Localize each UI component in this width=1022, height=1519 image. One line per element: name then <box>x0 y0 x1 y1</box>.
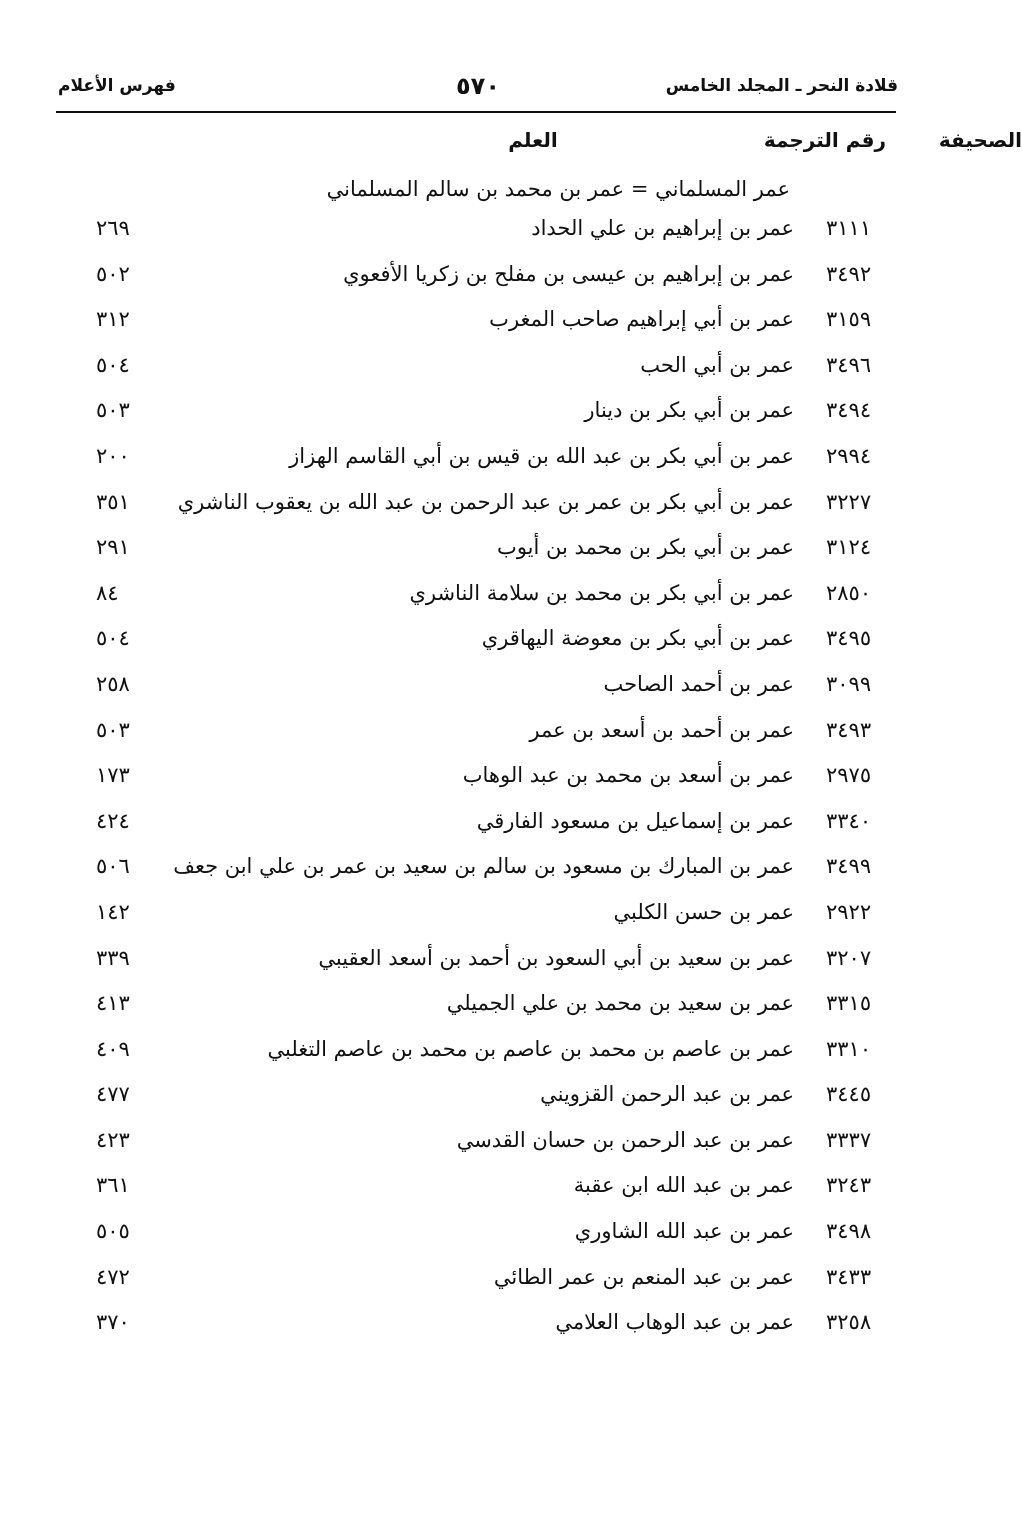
entry-page: ٢٠٠ <box>96 443 130 468</box>
entry-number: ٣٤٩٤ <box>826 398 872 423</box>
entry-number: ٣٢٤٣ <box>826 1173 872 1198</box>
entry-name: عمر بن عبد الله ابن عقبة <box>573 1173 794 1198</box>
entry-number: ٢٩٢٢ <box>826 899 872 924</box>
index-entry <box>0 1033 956 1079</box>
entry-name: عمر بن عبد الله الشاوري <box>574 1219 794 1244</box>
index-entry <box>0 896 956 942</box>
index-entry <box>0 349 956 395</box>
entry-name: عمر بن إبراهيم بن علي الحداد <box>531 216 794 240</box>
entry-number: ٣٣١٠ <box>826 1036 872 1061</box>
entry-number: ٣٤٩٦ <box>826 352 872 377</box>
entry-name: عمر بن عبد الوهاب العلامي <box>555 1310 794 1335</box>
index-entry <box>0 1124 956 1170</box>
entry-number: ٣٢٥٨ <box>826 1310 872 1335</box>
entry-name: عمر بن سعيد بن محمد بن علي الجميلي <box>446 991 794 1016</box>
entry-page: ٥٠٤ <box>96 352 130 377</box>
entry-page: ٣٥١ <box>96 489 130 514</box>
entry-page: ٤٢٤ <box>96 808 130 833</box>
entry-page: ٤٢٣ <box>96 1127 130 1152</box>
entry-name: عمر بن عبد المنعم بن عمر الطائي <box>493 1264 794 1289</box>
entry-page: ٤٧٧ <box>96 1082 130 1107</box>
entry-name: عمر بن إسماعيل بن مسعود الفارقي <box>476 808 794 833</box>
index-entry <box>0 1078 956 1124</box>
index-entry <box>0 440 956 486</box>
entry-name: عمر بن أبي الحب <box>640 352 794 377</box>
index-entry <box>0 212 956 258</box>
entry-page: ١٧٣ <box>96 763 130 788</box>
entry-number: ٣٤٩٩ <box>826 854 872 879</box>
column-header-page: الصحيفة <box>938 128 1022 152</box>
entry-page: ٥٠٣ <box>96 398 130 423</box>
entry-page: ٤٠٩ <box>96 1036 130 1061</box>
entry-page: ٥٠٤ <box>96 626 130 651</box>
entry-number: ٢٨٥٠ <box>826 580 872 605</box>
entry-page: ٨٤ <box>96 580 119 605</box>
entry-name: عمر بن أسعد بن محمد بن عبد الوهاب <box>462 763 794 788</box>
entry-number: ٣٣٤٠ <box>826 808 872 833</box>
entry-number: ٣٣١٥ <box>826 991 872 1016</box>
index-entry <box>0 1215 956 1261</box>
entry-number: ٢٩٧٥ <box>826 763 872 788</box>
entry-page: ٢٥٨ <box>96 671 130 696</box>
entry-page: ٣٧٠ <box>96 1310 130 1335</box>
column-header-name: العلم <box>508 128 558 152</box>
index-entries <box>0 212 956 1352</box>
index-entry <box>0 1169 956 1215</box>
book-title: قلادة النحر ـ المجلد الخامس <box>665 76 898 96</box>
entry-page: ٢٩١ <box>96 535 130 560</box>
entry-name: عمر بن إبراهيم بن عيسى بن مفلح بن زكريا الأفعوي <box>343 261 794 286</box>
entry-number: ٣٤٩٨ <box>826 1219 872 1244</box>
entry-number: ٣٤٣٣ <box>826 1264 872 1289</box>
entry-page: ٤٧٢ <box>96 1264 130 1289</box>
index-entry <box>0 486 956 532</box>
entry-name: عمر بن أبي بكر بن عمر بن عبد الرحمن بن عبد الله بن يعقوب الناشري <box>177 489 794 514</box>
entry-page: ٣١٢ <box>96 307 130 332</box>
entry-name: عمر بن أحمد بن أسعد بن عمر <box>529 717 794 742</box>
index-entry <box>0 531 956 577</box>
entry-number: ٣١٢٤ <box>826 535 872 560</box>
index-entry <box>0 303 956 349</box>
entry-number: ٣٤٩٥ <box>826 626 872 651</box>
entry-page: ٣٦١ <box>96 1173 130 1198</box>
entry-name: عمر بن عاصم بن محمد بن عاصم بن محمد بن عاصم التغلبي <box>267 1036 794 1061</box>
entry-name: عمر بن المبارك بن مسعود بن سالم بن سعيد بن عمر بن علي ابن جعف <box>173 854 794 879</box>
entry-page: ٥٠٣ <box>96 717 130 742</box>
entry-page: ٢٦٩ <box>96 216 130 240</box>
index-entry <box>0 714 956 760</box>
entry-name: عمر بن أحمد الصاحب <box>603 671 794 696</box>
index-entry <box>0 394 956 440</box>
entry-name: عمر بن أبي بكر بن محمد بن سلامة الناشري <box>409 580 794 605</box>
header-rule <box>56 111 896 113</box>
page-number: ٥٧٠ <box>456 72 500 100</box>
cross-reference: عمر المسلماني = عمر بن محمد بن سالم المسلماني <box>326 177 790 201</box>
entry-name: عمر بن أبي بكر بن معوضة اليهاقري <box>481 626 794 651</box>
entry-number: ٣٣٣٧ <box>826 1127 872 1152</box>
index-entry <box>0 622 956 668</box>
entry-page: ٥٠٢ <box>96 261 130 286</box>
index-entry <box>0 1261 956 1307</box>
index-entry <box>0 850 956 896</box>
section-title: فهرس الأعلام <box>58 76 176 96</box>
entry-number: ٢٩٩٤ <box>826 443 872 468</box>
entry-number: ٣٢٢٧ <box>826 489 872 514</box>
index-entry <box>0 668 956 714</box>
entry-page: ٤١٣ <box>96 991 130 1016</box>
entry-name: عمر بن أبي بكر بن دينار <box>584 398 794 423</box>
entry-page: ١٤٢ <box>96 899 130 924</box>
entry-number: ٣٢٠٧ <box>826 945 872 970</box>
index-entry <box>0 577 956 623</box>
entry-name: عمر بن سعيد بن أبي السعود بن أحمد بن أسعد العقيبي <box>318 945 794 970</box>
entry-number: ٣٠٩٩ <box>826 671 872 696</box>
index-entry <box>0 759 956 805</box>
entry-number: ٣١١١ <box>826 216 872 240</box>
entry-name: عمر بن حسن الكلبي <box>613 899 794 924</box>
column-header-entry-number: رقم الترجمة <box>763 128 886 152</box>
index-entry <box>0 258 956 304</box>
entry-number: ٣١٥٩ <box>826 307 872 332</box>
entry-number: ٣٤٩٣ <box>826 717 872 742</box>
index-entry <box>0 987 956 1033</box>
entry-number: ٣٤٤٥ <box>826 1082 872 1107</box>
entry-name: عمر بن أبي بكر بن محمد بن أيوب <box>497 535 794 560</box>
index-entry <box>0 805 956 851</box>
page-header <box>58 72 898 106</box>
index-entry <box>0 1306 956 1352</box>
entry-name: عمر بن عبد الرحمن بن حسان القدسي <box>456 1127 794 1152</box>
entry-page: ٥٠٥ <box>96 1219 130 1244</box>
entry-name: عمر بن أبي إبراهيم صاحب المغرب <box>489 307 794 332</box>
entry-number: ٣٤٩٢ <box>826 261 872 286</box>
entry-name: عمر بن أبي بكر بن عبد الله بن قيس بن أبي القاسم الهزاز <box>289 443 794 468</box>
entry-name: عمر بن عبد الرحمن القزويني <box>540 1082 794 1107</box>
entry-page: ٣٣٩ <box>96 945 130 970</box>
index-entry <box>0 942 956 988</box>
entry-page: ٥٠٦ <box>96 854 130 879</box>
